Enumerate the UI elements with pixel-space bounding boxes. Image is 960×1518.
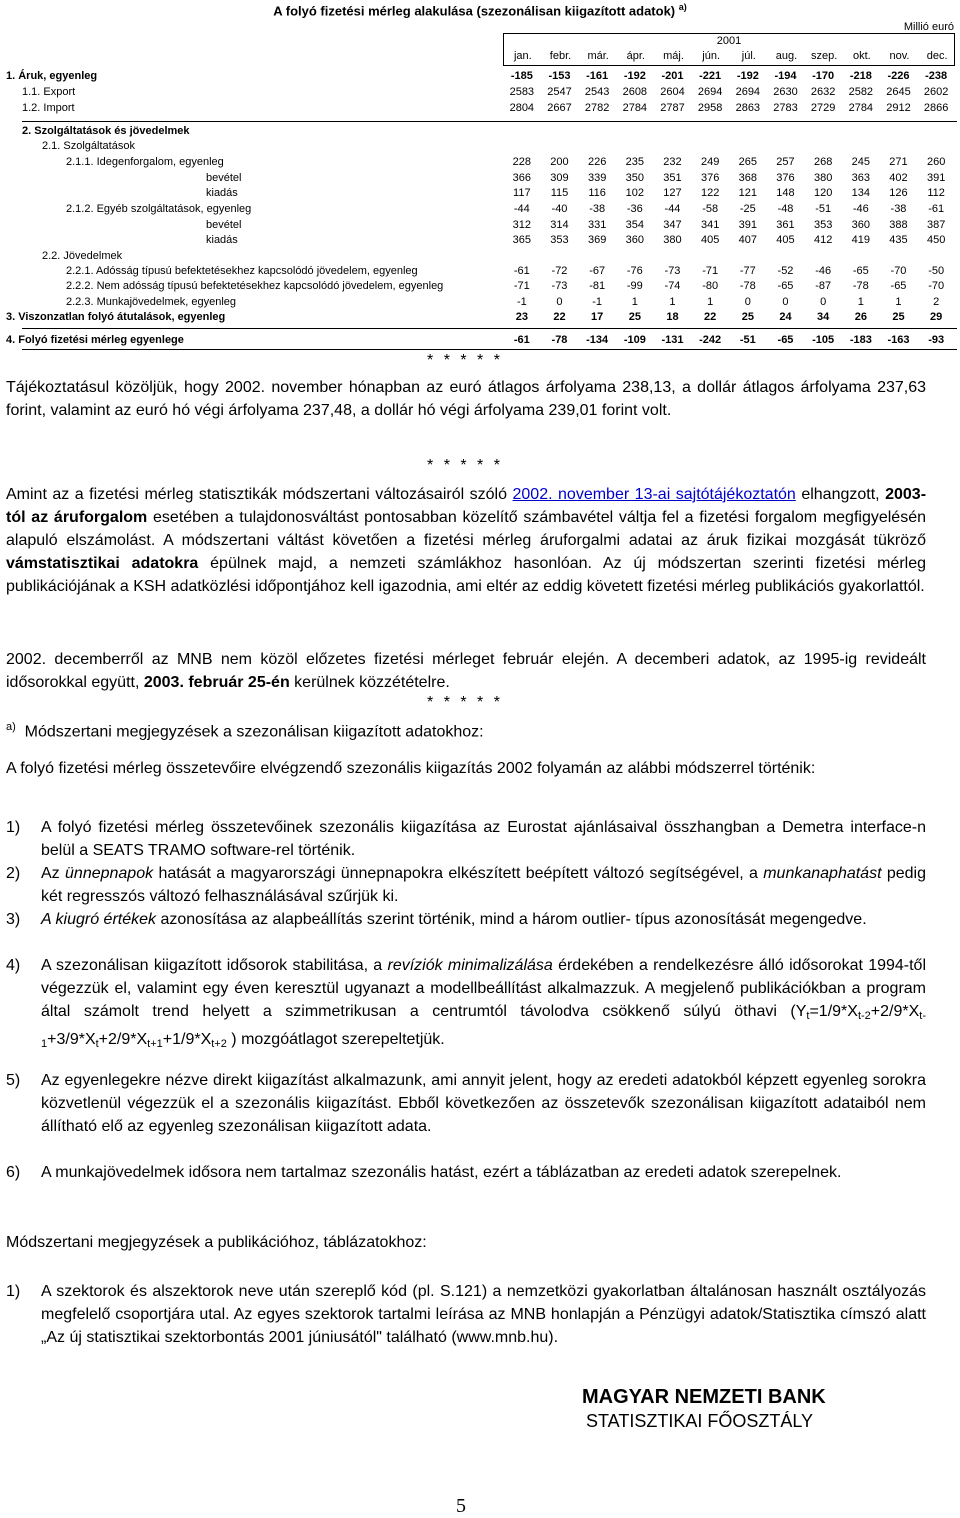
table-cell: 29 — [930, 311, 943, 323]
table-cell: 2602 — [923, 86, 949, 98]
table-row — [0, 86, 960, 102]
table-cell: 339 — [587, 172, 607, 184]
row-values — [503, 86, 955, 102]
row-label: 1. Áruk, egyenleg — [6, 70, 98, 82]
exchange-rate-paragraph: Tájékoztatásul közöljük, hogy 2002. november hónapban az euró átlagos árfolyama 238,13, a dollár átlagos árfolyama 237,63 forint, valamint az euró hó végi árfolyama 237,48, a dollár hó végi árfolyama 239,01 forint volt. — [6, 379, 926, 419]
table-rule — [22, 349, 957, 350]
month-headers — [504, 50, 954, 66]
row-values — [503, 334, 955, 350]
row-values — [503, 125, 955, 141]
list-item-number: 5) — [6, 1072, 21, 1089]
table-cell: -170 — [812, 70, 835, 82]
row-values — [503, 219, 955, 235]
table-cell: 380 — [663, 234, 682, 246]
table-row — [0, 172, 960, 188]
row-values — [503, 102, 955, 118]
month-header: nov. — [889, 50, 910, 62]
table-cell: 388 — [889, 219, 908, 231]
row-label: bevétel — [206, 172, 242, 184]
table-cell: -67 — [589, 265, 606, 277]
row-values — [503, 250, 955, 266]
table-cell: -44 — [664, 203, 681, 215]
table-cell: -78 — [739, 280, 756, 292]
table-cell: 1 — [669, 296, 676, 308]
table-rule — [22, 121, 957, 122]
table-cell: -65 — [890, 280, 907, 292]
table-cell: -25 — [739, 203, 756, 215]
table-cell: 148 — [776, 187, 795, 199]
table-cell: 0 — [820, 296, 827, 308]
table-cell: -38 — [890, 203, 907, 215]
table-cell: -218 — [849, 70, 872, 82]
row-label: 2.1.2. Egyéb szolgáltatások, egyenleg — [66, 203, 252, 215]
table-cell: 271 — [889, 156, 908, 168]
table-cell: 249 — [700, 156, 720, 168]
table-cell: 2547 — [547, 86, 572, 98]
row-label: 1.2. Import — [22, 102, 75, 114]
list-item-number: 6) — [6, 1164, 21, 1181]
table-cell: -70 — [890, 265, 907, 277]
row-values — [503, 156, 955, 172]
table-cell: 18 — [666, 311, 679, 323]
table-cell: -194 — [774, 70, 797, 82]
table-row — [0, 140, 960, 156]
table-cell: 22 — [553, 311, 566, 323]
table-cell: -134 — [586, 334, 609, 346]
table-cell: 226 — [587, 156, 607, 168]
table-cell: 391 — [926, 172, 946, 184]
table-cell: 369 — [587, 234, 607, 246]
table-cell: -76 — [626, 265, 643, 277]
table-cell: -242 — [699, 334, 722, 346]
table-cell: 260 — [926, 156, 946, 168]
table-row — [0, 125, 960, 141]
table-cell: 2543 — [584, 86, 610, 98]
table-cell: -72 — [551, 265, 568, 277]
table-cell: 354 — [625, 219, 644, 231]
table-cell: 25 — [628, 311, 641, 323]
month-header: ápr. — [626, 50, 645, 62]
table-cell: 23 — [515, 311, 528, 323]
table-cell: 126 — [889, 187, 908, 199]
table-cell: -185 — [510, 70, 533, 82]
table-row — [0, 102, 960, 118]
table-cell: 120 — [813, 187, 833, 199]
table-cell: -201 — [661, 70, 684, 82]
separator-stars: * * * * * — [427, 694, 503, 711]
table-cell: 1 — [707, 296, 714, 308]
table-cell: 2784 — [622, 102, 648, 114]
table-cell: -40 — [551, 203, 568, 215]
list-item: A szezonálisan kiigazított idősorok stabilitása, a revíziók minimalizálása érdekében a rendelkezésre álló idősorokat 1994-től végezzük el, valamint egy éven keresztül ugyanazt a modellbeállítást alkalmazzuk. A megjelenő publikációkban a program által számolt trend helyett a szimmetrikusan a centrumtól távolodva csökkenő súlyú öthavi ($Y_t=1/9*X_{t-2}+2/9*X_{t-1}+3/9*X_t+2/9*X_{t+1}+1/9*X_{t+2}$ ) mozgóátlagot szerepeltetjük. — [41, 957, 927, 1050]
table-cell: 407 — [738, 234, 757, 246]
publication-notes-heading: Módszertani megjegyzések a publikációhoz, táblázatokhoz: — [6, 1234, 427, 1251]
table-cell: 1 — [857, 296, 864, 308]
table-cell: 312 — [512, 219, 531, 231]
month-header: febr. — [549, 50, 572, 62]
month-header: jan. — [513, 50, 532, 62]
row-label: 1.1. Export — [22, 86, 76, 98]
table-cell: 2632 — [810, 86, 836, 98]
row-label: 2.2.3. Munkajövedelmek, egyenleg — [66, 296, 236, 308]
list-item: A szektorok és alszektorok neve után szereplő kód (pl. S.121) a nemzetközi gyakorlatban általánosan használt osztályozás megfelelő csoportjára utal. Az egyes szektorok tartalmi leírása az MNB honlapján a Pénzügyi adatok/Statisztika címszó alatt „Az új statisztikai szektorbontás 2001 júniusától" található (www.mnb.hu). — [41, 1283, 926, 1346]
table-row — [0, 234, 960, 250]
table-cell: -71 — [702, 265, 719, 277]
list-item-number: 1) — [6, 819, 21, 836]
table-header-box — [503, 33, 955, 66]
month-header: máj. — [663, 50, 684, 62]
table-cell: 2787 — [660, 102, 685, 114]
table-cell: -163 — [887, 334, 910, 346]
row-values — [503, 172, 955, 188]
table-cell: 245 — [851, 156, 870, 168]
table-cell: 368 — [738, 172, 757, 184]
table-cell: 2645 — [886, 86, 911, 98]
table-cell: 2582 — [848, 86, 874, 98]
month-header: dec. — [926, 50, 948, 62]
row-label: 4. Folyó fizetési mérleg egyenlege — [6, 334, 184, 346]
table-cell: 450 — [926, 234, 946, 246]
table-row — [0, 70, 960, 86]
table-cell: 22 — [704, 311, 717, 323]
table-cell: -61 — [513, 334, 530, 346]
table-row — [0, 203, 960, 219]
list-item-number: 1) — [6, 1283, 21, 1300]
table-cell: 2958 — [697, 102, 723, 114]
table-cell: 115 — [550, 187, 569, 199]
table-cell: 2604 — [660, 86, 685, 98]
table-cell: -73 — [551, 280, 568, 292]
row-label: kiadás — [206, 234, 238, 246]
table-cell: -48 — [777, 203, 794, 215]
press-conference-link[interactable]: 2002. november 13-ai sajtótájékoztatón — [512, 486, 796, 503]
table-row — [0, 219, 960, 235]
table-title: A folyó fizetési mérleg alakulása (szezonálisan kiigazított adatok) $^{a)}$ — [273, 2, 687, 19]
table-cell: 331 — [587, 219, 607, 231]
table-cell: 412 — [813, 234, 833, 246]
table-cell: 376 — [700, 172, 720, 184]
table-cell: -51 — [815, 203, 832, 215]
table-cell: -38 — [589, 203, 606, 215]
table-cell: 0 — [782, 296, 789, 308]
table-cell: 2667 — [547, 102, 572, 114]
table-cell: -65 — [777, 334, 794, 346]
table-cell: -93 — [928, 334, 945, 346]
list-item-number: 3) — [6, 911, 21, 928]
table-cell: -70 — [928, 280, 945, 292]
table-cell: 2784 — [848, 102, 874, 114]
row-values — [503, 296, 955, 312]
table-cell: 235 — [625, 156, 644, 168]
table-cell: -46 — [852, 203, 869, 215]
table-cell: 2866 — [923, 102, 949, 114]
row-values — [503, 280, 955, 296]
table-row — [0, 250, 960, 266]
table-cell: 200 — [550, 156, 569, 168]
table-cell: 309 — [550, 172, 569, 184]
table-cell: 112 — [927, 187, 945, 199]
table-cell: -192 — [623, 70, 646, 82]
table-cell: -51 — [739, 334, 756, 346]
month-header: júl. — [741, 50, 756, 62]
table-cell: 2694 — [735, 86, 761, 98]
unit-label: Millió euró — [903, 21, 954, 33]
table-cell: 127 — [663, 187, 682, 199]
table-cell: 268 — [813, 156, 833, 168]
separator-stars: * * * * * — [427, 352, 503, 369]
table-row — [0, 156, 960, 172]
table-cell: -81 — [589, 280, 606, 292]
row-label: 3. Viszonzatlan folyó átutalások, egyenleg — [6, 311, 226, 323]
table-cell: -226 — [887, 70, 910, 82]
table-cell: 228 — [512, 156, 531, 168]
table-cell: 265 — [738, 156, 757, 168]
table-cell: -44 — [513, 203, 530, 215]
table-cell: 2863 — [735, 102, 761, 114]
table-cell: -80 — [702, 280, 719, 292]
table-cell: 2583 — [509, 86, 535, 98]
table-cell: 347 — [663, 219, 682, 231]
table-cell: -61 — [928, 203, 945, 215]
table-cell: 0 — [556, 296, 563, 308]
table-cell: 1 — [631, 296, 638, 308]
row-label: 2.2.2. Nem adósság típusú befektetésekhez kapcsolódó jövedelem, egyenleg — [66, 280, 444, 292]
table-cell: -46 — [815, 265, 832, 277]
table-row — [0, 296, 960, 312]
list-item-number: 4) — [6, 957, 21, 974]
table-cell: 380 — [813, 172, 833, 184]
table-cell: 363 — [851, 172, 870, 184]
table-row — [0, 311, 960, 327]
table-cell: -87 — [815, 280, 832, 292]
table-cell: -52 — [777, 265, 794, 277]
table-cell: -153 — [548, 70, 571, 82]
table-cell: 0 — [744, 296, 751, 308]
notes-intro: A folyó fizetési mérleg összetevőire elvégzendő szezonális kiigazítás 2002 folyamán az alábbi módszerrel történik: — [6, 760, 816, 777]
table-cell: -65 — [777, 280, 794, 292]
table-cell: 2783 — [773, 102, 798, 114]
table-cell: -36 — [626, 203, 643, 215]
row-label: 2.1.1. Idegenforgalom, egyenleg — [66, 156, 224, 168]
table-row — [0, 334, 960, 350]
table-cell: -105 — [812, 334, 835, 346]
table-cell: -50 — [928, 265, 945, 277]
year-header: 2001 — [716, 35, 742, 47]
table-cell: 391 — [738, 219, 757, 231]
title-footnote-mark: a) — [678, 2, 687, 12]
notes-heading: $^{a)}$ Módszertani megjegyzések a szezonálisan kiigazított adatokhoz: — [6, 721, 484, 741]
table-cell: -109 — [623, 334, 646, 346]
table-cell: 405 — [700, 234, 720, 246]
table-cell: 26 — [854, 311, 867, 323]
list-item: A munkajövedelmek idősora nem tartalmaz szezonális hatást, ezért a táblázatban az eredeti adatok szerepelnek. — [41, 1164, 842, 1181]
table-cell: 2912 — [886, 102, 911, 114]
table-cell: -131 — [661, 334, 684, 346]
table-cell: 116 — [588, 187, 606, 199]
table-cell: 24 — [779, 311, 792, 323]
table-cell: 314 — [550, 219, 569, 231]
month-header: aug. — [775, 50, 798, 62]
table-cell: 17 — [591, 311, 604, 323]
table-cell: 25 — [741, 311, 754, 323]
table-cell: -58 — [702, 203, 719, 215]
table-cell: 2630 — [773, 86, 798, 98]
table-cell: 366 — [512, 172, 531, 184]
table-row — [0, 187, 960, 203]
table-cell: 402 — [889, 172, 908, 184]
table-cell: 2694 — [697, 86, 723, 98]
table-cell: -74 — [664, 280, 681, 292]
table-cell: -99 — [626, 280, 643, 292]
page-number: 5 — [456, 1495, 466, 1517]
table-cell: 134 — [851, 187, 870, 199]
table-cell: 353 — [813, 219, 833, 231]
bank-name: MAGYAR NEMZETI BANK — [582, 1386, 826, 1408]
methodology-change-paragraph: Amint az a fizetési mérleg statisztikák módszertani változásairól szóló 2002. november 13-ai sajtótájékoztatón elhangzott, 2003-tól az áruforgalom esetében a tulajdonosváltást pontosabban közelítő számbavétel váltja fel a fizetési forgalom megfigyelésén alapuló elszámolást. A módszertani váltást követően a fizetési mérleg áruforgalmi adatai az áruk fizikai mozgását tükröző vámstatisztikai adatokra épülnek majd, a nemzeti számlákhoz hasonlóan. Az új módszertan szerinti fizetési mérleg publikációjának a KSH adatközlési időpontjához kell igazodnia, ami eltér az eddig követett fizetési mérleg publikációs gyakorlattól. — [6, 486, 927, 595]
table-cell: -78 — [852, 280, 869, 292]
row-values — [503, 265, 955, 281]
table-cell: 121 — [738, 187, 757, 199]
row-label: 2. Szolgáltatások és jövedelmek — [22, 125, 190, 137]
table-rule — [22, 328, 957, 329]
month-header: már. — [587, 50, 609, 62]
table-cell: 232 — [663, 156, 682, 168]
table-row — [0, 280, 960, 296]
table-cell: 257 — [776, 156, 795, 168]
table-row — [0, 265, 960, 281]
list-item: Az ünnepnapok hatását a magyarországi ünnepnapokra elkészített beépített változó segítségével, a munkanaphatást pedig két regresszós változó felhasználásával szűrjük ki. — [41, 865, 927, 905]
table-cell: 365 — [512, 234, 531, 246]
row-label: 2.2. Jövedelmek — [42, 250, 123, 262]
month-header: okt. — [852, 50, 871, 62]
table-cell: -1 — [592, 296, 603, 308]
table-cell: 419 — [851, 234, 870, 246]
row-values — [503, 311, 955, 327]
table-cell: 25 — [892, 311, 905, 323]
list-item: A folyó fizetési mérleg összetevőinek szezonális kiigazítása az Eurostat ajánlásaival összhangban a Demetra interface-n belül a SEATS TRAMO software-rel történik. — [41, 819, 926, 859]
table-cell: -78 — [551, 334, 568, 346]
table-cell: 2729 — [810, 102, 836, 114]
table-cell: 34 — [817, 311, 830, 323]
table-cell: 2804 — [509, 102, 535, 114]
table-cell: -161 — [586, 70, 609, 82]
table-cell: 361 — [776, 219, 795, 231]
table-cell: 435 — [889, 234, 908, 246]
table-cell: 2608 — [622, 86, 648, 98]
table-cell: 360 — [625, 234, 644, 246]
row-values — [503, 140, 955, 156]
table-cell: 350 — [625, 172, 644, 184]
december-data-paragraph: 2002. decemberről az MNB nem közöl előzetes fizetési mérleget február elején. A decemberi adatok, az 1995-ig revideált idősorokkal együtt, 2003. február 25-én kerülnek közzétételre. — [6, 651, 926, 691]
table-cell: -77 — [739, 265, 756, 277]
table-cell: 351 — [663, 172, 682, 184]
row-label: kiadás — [206, 187, 238, 199]
list-item: A kiugró értékek azonosítása az alapbeállítás szerint történik, mind a három outlier- típus azonosítását megengedve. — [41, 911, 867, 928]
table-cell: -192 — [736, 70, 759, 82]
table-cell: -65 — [852, 265, 869, 277]
table-cell: 360 — [851, 219, 870, 231]
table-cell: 102 — [625, 187, 644, 199]
month-header: jún. — [702, 50, 721, 62]
table-cell: -183 — [849, 334, 872, 346]
department-name: STATISZTIKAI FŐOSZTÁLY — [586, 1411, 814, 1431]
table-cell: 405 — [776, 234, 795, 246]
row-label: bevétel — [206, 219, 242, 231]
table-cell: 353 — [550, 234, 569, 246]
row-values — [503, 70, 955, 86]
list-item: Az egyenlegekre nézve direkt kiigazítást alkalmazunk, ami annyit jelent, hogy az eredeti adatokból képzett egyenleg sorokra közvetlenül végezzük el a szezonális kiigazítást. Ebből következően az összetevők szezonálisan kiigazított adataiból nem állítható elő az egyenleg szezonálisan kiigazított adata. — [41, 1072, 926, 1135]
table-cell: 387 — [926, 219, 946, 231]
table-cell: -221 — [699, 70, 722, 82]
table-cell: -61 — [513, 265, 530, 277]
row-label: 2.1. Szolgáltatások — [42, 140, 135, 152]
table-cell: 341 — [700, 219, 720, 231]
list-item-number: 2) — [6, 865, 21, 882]
table-cell: 2782 — [584, 102, 610, 114]
table-cell: 2 — [933, 296, 940, 308]
separator-stars: * * * * * — [427, 457, 503, 474]
month-header: szep. — [811, 50, 838, 62]
table-cell: 1 — [895, 296, 902, 308]
table-cell: 122 — [700, 187, 720, 199]
table-cell: 376 — [776, 172, 795, 184]
table-cell: 117 — [513, 187, 531, 199]
table-cell: -238 — [925, 70, 948, 82]
row-values — [503, 234, 955, 250]
row-label: 2.2.1. Adósság típusú befektetésekhez kapcsolódó jövedelem, egyenleg — [66, 265, 418, 277]
table-cell: -71 — [513, 280, 530, 292]
row-values — [503, 187, 955, 203]
table-cell: -73 — [664, 265, 681, 277]
table-cell: -1 — [516, 296, 527, 308]
row-values — [503, 203, 955, 219]
